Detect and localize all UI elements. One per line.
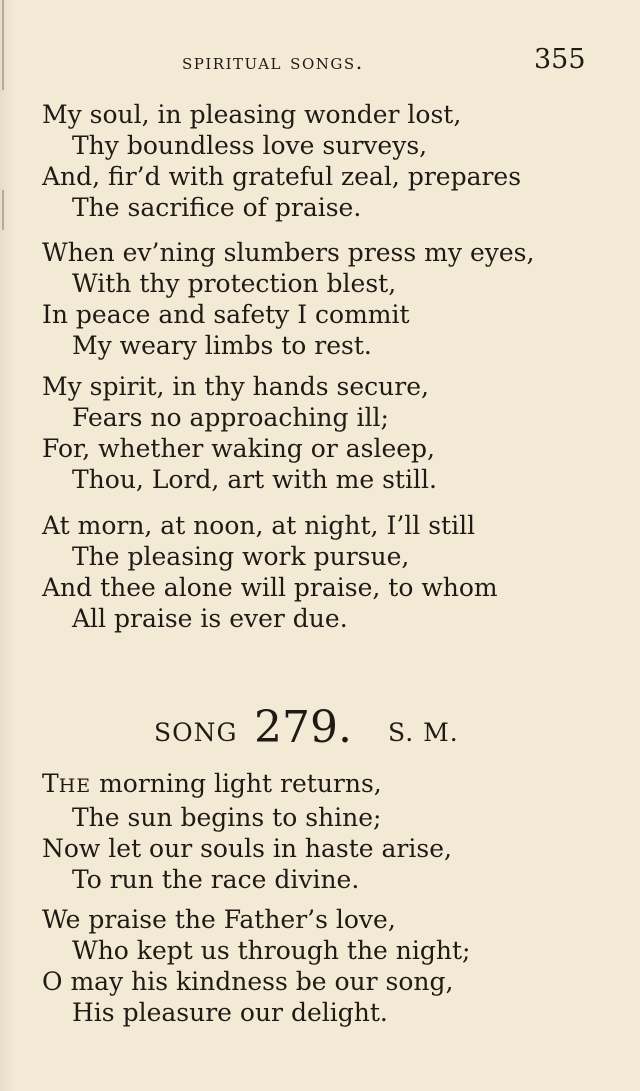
verse-line: Fears no approaching ill; (72, 403, 389, 432)
verse-line: My weary limbs to rest. (72, 331, 372, 360)
verse-line: We praise the Father’s love, (42, 905, 396, 934)
verse-line: And thee alone will praise, to whom (42, 573, 498, 602)
song-stanza-1 (42, 768, 602, 895)
verse-line: Thou, Lord, art with me still. (72, 465, 437, 494)
verse-line: O may his kindness be our song, (42, 967, 454, 996)
verse-line: All praise is ever due. (72, 604, 348, 633)
song-stanza-2 (42, 904, 602, 1028)
verse-line: His pleasure our delight. (72, 998, 388, 1027)
verse-line: Who kept us through the night; (72, 936, 471, 965)
running-title: spiritual songs. (182, 50, 364, 74)
verse-line: The pleasing work pursue, (72, 542, 410, 571)
gutter-shadow-mark (2, 190, 4, 230)
verse-line: Thy boundless love surveys, (72, 131, 428, 160)
song-number: 279. (254, 702, 352, 753)
song-label: SONG (154, 718, 238, 747)
stanza-1 (42, 99, 602, 223)
verse-line: When ev’ning slumbers press my eyes, (42, 238, 535, 267)
verse-line: At morn, at noon, at night, I’ll still (42, 511, 476, 540)
first-line-rest: morning light returns, (91, 769, 382, 798)
verse-line: My spirit, in thy hands secure, (42, 372, 429, 401)
stanza-3 (42, 371, 602, 495)
page-number: 355 (534, 44, 586, 75)
verse-line-first (42, 768, 602, 802)
verse-line: In peace and safety I commit (42, 300, 410, 329)
stanza-4 (42, 510, 602, 634)
verse-line: For, whether waking or asleep, (42, 434, 435, 463)
verse-line: The sun begins to shine; (72, 803, 382, 832)
song-meter: S. M. (388, 718, 459, 747)
stanza-2 (42, 237, 602, 361)
verse-line: My soul, in pleasing wonder lost, (42, 100, 462, 129)
verse-line: And, fir’d with grateful zeal, prepares (42, 162, 522, 191)
verse-line: To run the race divine. (72, 865, 360, 894)
running-head (0, 44, 640, 84)
drop-initial: T (42, 769, 59, 798)
verse-line: The sacrifice of praise. (72, 193, 362, 222)
first-word-smallcaps: HE (58, 775, 92, 797)
song-heading (0, 702, 640, 758)
verse-line: With thy protection blest, (72, 269, 397, 298)
verse-line: Now let our souls in haste arise, (42, 834, 452, 863)
